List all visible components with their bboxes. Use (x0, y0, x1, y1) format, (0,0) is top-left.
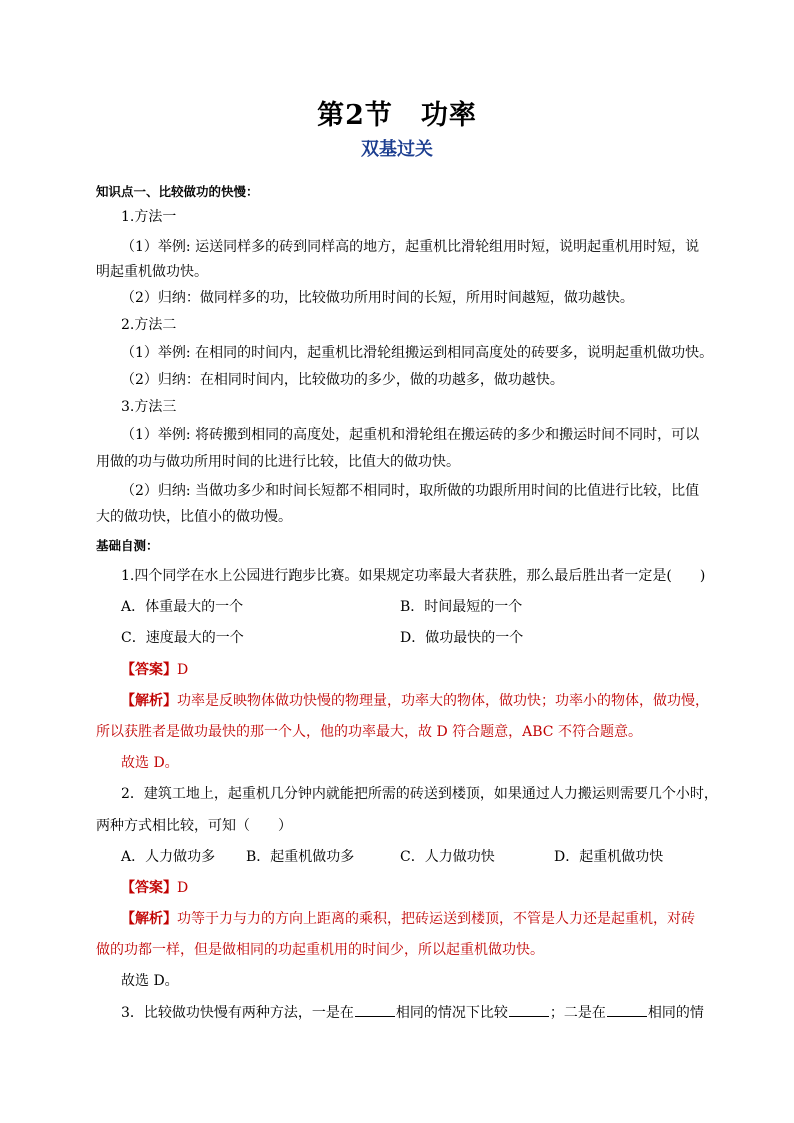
q3-text-part1: 3．比较做功快慢有两种方法，一是在 (121, 1005, 354, 1021)
q1-answer-value: D (177, 662, 189, 678)
page-subtitle: 双基过关 (361, 139, 433, 160)
method1-example-line1: （1）举例: 运送同样多的砖到同样高的地方，起重机比滑轮组用时短，说明起重机用时短，说 (121, 239, 700, 255)
q1-option-c: C．速度最大的一个 (121, 630, 244, 646)
method2-example: （1）举例: 在相同的时间内，起重机比滑轮组搬运到相同高度处的砖要多，说明起重机做功快。 (121, 345, 714, 361)
q2-options-row (0, 846, 794, 868)
q2-analysis-text1: 功等于力与力的方向上距离的乘积，把砖运送到楼顶，不管是人力还是起重机，对砖 (177, 911, 695, 927)
method1-label: 1.方法一 (121, 209, 177, 225)
method3-summary-line2: 大的做功快，比值小的做功慢。 (96, 509, 292, 525)
q1-option-b: B．时间最短的一个 (400, 599, 523, 615)
q1-option-d: D．做功最快的一个 (400, 630, 524, 646)
q3-text-part3: ；二是在 (549, 1005, 606, 1021)
section-heading-knowledge: 知识点一、比较做功的快慢： (96, 184, 259, 199)
method3-example-line1: （1）举例: 将砖搬到相同的高度处，起重机和滑轮组在搬运砖的多少和搬运时间不同时，可以 (121, 427, 700, 443)
q1-stem: 1.四个同学在水上公园进行跑步比赛。如果规定功率最大者获胜，那么最后胜出者一定是( ) (121, 568, 706, 584)
q2-stem-line2: 两种方式相比较，可知（ ） (96, 818, 292, 834)
method3-label: 3.方法三 (121, 399, 177, 415)
q1-analysis-line1 (121, 690, 709, 712)
method2-label: 2.方法二 (121, 317, 177, 333)
q1-analysis-line2: 所以获胜者是做功最快的那一个人，他的功率最大，故 D 符合题意，ABC 不符合题意。 (96, 724, 642, 740)
q3-blank-2[interactable] (509, 1002, 549, 1017)
q2-analysis-line1 (121, 908, 695, 930)
method3-example-line2: 用做的功与做功所用时间的比进行比较，比值大的做功快。 (96, 454, 460, 470)
q2-option-b: B．起重机做功多 (246, 849, 355, 865)
q2-option-d: D．起重机做功快 (554, 849, 664, 865)
page-title: 第2节 功率 (317, 100, 477, 131)
q1-analysis-label: 【解析】 (121, 693, 177, 709)
q1-analysis-text1: 功率是反映物体做功快慢的物理量，功率大的物体，做功快；功率小的物体，做功慢， (177, 693, 709, 709)
q2-analysis-label: 【解析】 (121, 911, 177, 927)
method1-summary: （2）归纳：做同样多的功，比较做功所用时间的长短，所用时间越短，做功越快。 (121, 290, 634, 306)
q2-choice: 故选 D。 (121, 973, 179, 989)
section-heading-selftest: 基础自测： (96, 538, 159, 553)
q2-answer-value: D (177, 880, 189, 896)
method2-summary: （2）归纳：在相同时间内，比较做功的多少，做的功越多，做功越快。 (121, 372, 564, 388)
q3-text-part2: 相同的情况下比较 (395, 1005, 508, 1021)
q2-answer (121, 877, 188, 899)
method3-summary-line1: （2）归纳: 当做功多少和时间长短都不相同时，取所做的功跟所用时间的比值进行比较，比值 (121, 483, 700, 499)
method1-example-line2: 明起重机做功快。 (96, 264, 208, 280)
q1-answer (121, 659, 188, 681)
q3-blank-1[interactable] (355, 1002, 395, 1017)
q3-stem (121, 1002, 704, 1024)
q2-answer-label: 【答案】 (121, 880, 177, 896)
q1-answer-label: 【答案】 (121, 662, 177, 678)
q1-choice: 故选 D。 (121, 755, 179, 771)
q3-blank-3[interactable] (607, 1002, 647, 1017)
q1-option-a: A．体重最大的一个 (121, 599, 244, 615)
q2-option-a: A．人力做功多 (121, 849, 216, 865)
q2-analysis-line2: 做的功都一样，但是做相同的功起重机用的时间少，所以起重机做功快。 (96, 942, 544, 958)
q3-text-part4: 相同的情 (647, 1005, 704, 1021)
q2-option-c: C．人力做功快 (400, 849, 495, 865)
q2-stem-line1: 2．建筑工地上，起重机几分钟内就能把所需的砖送到楼顶，如果通过人力搬运则需要几个小时， (121, 786, 718, 802)
